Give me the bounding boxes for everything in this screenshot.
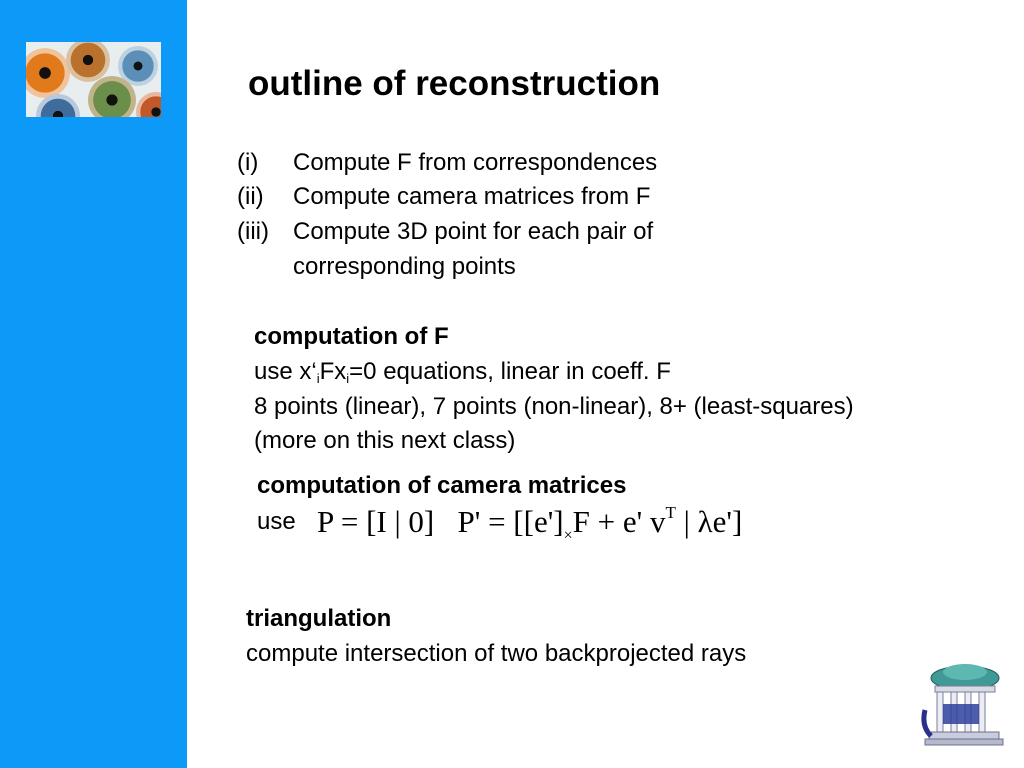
equation-text: =0 equations, linear in coeff. F <box>349 358 671 385</box>
formula-right: P' = [[e'] <box>457 504 564 539</box>
step-text: Compute F from correspondences <box>293 149 658 176</box>
computation-f-note: (more on this next class) <box>254 427 516 454</box>
step-text: corresponding points <box>293 253 516 280</box>
use-label: use <box>257 508 296 535</box>
formula-right: | λe'] <box>675 504 743 539</box>
computation-camera-heading: computation of camera matrices <box>257 472 627 499</box>
camera-matrix-formula <box>317 503 742 545</box>
triangulation-text: compute intersection of two backprojected rays <box>246 640 747 667</box>
sidebar-band <box>0 0 187 768</box>
step-number: (ii) <box>237 183 264 210</box>
formula-right: F + e' v <box>572 504 666 539</box>
step-text: Compute camera matrices from F <box>293 183 651 210</box>
equation-text: Fx <box>319 358 347 385</box>
formula-left: P = [I | 0] <box>317 504 435 539</box>
formula-subscript: × <box>563 527 573 544</box>
page-title: outline of reconstruction <box>248 64 661 103</box>
computation-f-points-line: 8 points (linear), 7 points (non-linear), 8+ (least-squares) <box>254 393 854 420</box>
subscript: i <box>346 371 350 386</box>
subscript: i <box>316 371 320 386</box>
eyes-photo-icon <box>26 42 161 117</box>
computation-f-equation-line <box>254 358 671 386</box>
step-number: (i) <box>237 149 259 176</box>
step-text: Compute 3D point for each pair of <box>293 218 654 245</box>
formula-superscript: T <box>665 503 676 522</box>
gazebo-icon <box>921 660 1005 748</box>
triangulation-heading: triangulation <box>246 605 392 632</box>
equation-text: use x‘ <box>254 358 317 385</box>
computation-f-heading: computation of F <box>254 323 449 350</box>
step-number: (iii) <box>237 218 269 245</box>
